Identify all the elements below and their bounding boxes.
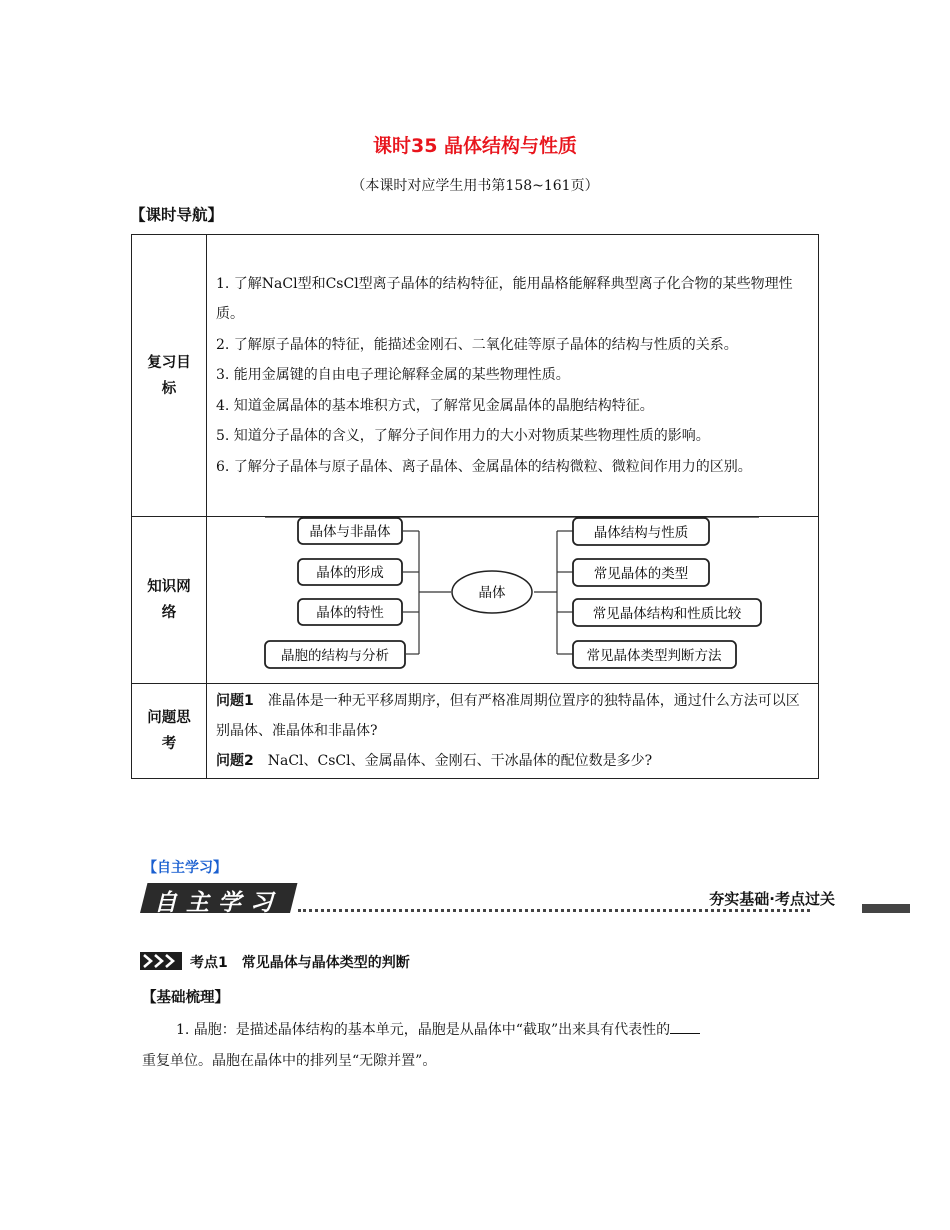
- map-row: [132, 517, 819, 684]
- self-study-tag: 【自主学习】: [143, 860, 227, 876]
- body-paragraph: [142, 1015, 822, 1077]
- knowledge-map-cell: [207, 517, 819, 684]
- basic-review-heading: 【基础梳理】: [142, 990, 229, 1006]
- kaodian-label: 考点1: [190, 955, 228, 971]
- banner-slogan: 夯实基础·考点过关: [709, 890, 835, 908]
- think-label: [132, 684, 207, 779]
- goal-item: 3. 能用金属键的自由电子理论解释金属的某些物理性质。: [216, 367, 570, 384]
- knowledge-map-diagram: [207, 517, 817, 683]
- fill-in-blank[interactable]: [670, 1019, 700, 1034]
- goal-item: 4. 知道金属晶体的基本堆积方式，了解常见金属晶体的晶胞结构特征。: [216, 397, 654, 414]
- question-text: 准晶体是一种无平移周期序，但有严格准周期位置序的独特晶体，通过什么方法可以区别晶体、准晶体和非晶体?: [216, 693, 800, 739]
- goal-item: 2. 了解原子晶体的特征，能描述金刚石、二氧化硅等原子晶体的结构与性质的关系。: [216, 336, 738, 353]
- map-left-node-text: 晶胞的结构与分析: [281, 648, 389, 664]
- map-left-node: [298, 518, 402, 544]
- map-right-node-text: 常见晶体的类型: [593, 566, 689, 582]
- map-left-node: [298, 559, 402, 585]
- banner-title: 自主学习: [154, 890, 282, 916]
- think-row: [132, 684, 819, 779]
- goals-label-text: 复习目标: [147, 354, 191, 397]
- goals-cell: [207, 235, 819, 517]
- banner-end-bar: [862, 904, 910, 913]
- goal-item: 6. 了解分子晶体与原子晶体、离子晶体、金属晶体的结构微粒、微粒间作用力的区别。: [216, 458, 752, 475]
- paragraph-line-text: 1. 晶胞：是描述晶体结构的基本单元，晶胞是从晶体中“截取”出来具有代表性的: [176, 1022, 671, 1038]
- map-right-node-text: 常见晶体结构和性质比较: [592, 606, 742, 622]
- question-item: [216, 686, 812, 746]
- question-text: NaCl、CsCl、金属晶体、金刚石、干冰晶体的配位数是多少?: [253, 753, 653, 769]
- goals-row: [132, 235, 819, 517]
- paragraph-line: 重复单位。晶胞在晶体中的排列呈“无隙并置”。: [142, 1053, 437, 1069]
- map-center-node: [452, 571, 532, 613]
- map-left-node: [298, 599, 402, 625]
- map-left-node-text: 晶体与非晶体: [309, 524, 391, 540]
- kaodian-text: 常见晶体与晶体类型的判断: [227, 955, 410, 971]
- goal-item: 1. 了解NaCl型和CsCl型离子晶体的结构特征，能用晶格能解释典型离子化合物的某些物理性质。: [216, 275, 793, 323]
- map-right-node: [573, 599, 761, 626]
- map-center-text: 晶体: [478, 585, 506, 601]
- question-label: 问题1: [216, 693, 254, 709]
- questions-cell: [207, 684, 819, 779]
- lesson-navigation-table: [131, 234, 819, 779]
- map-right-node-text: 晶体结构与性质: [593, 525, 689, 541]
- triple-chevron-icon: [140, 952, 182, 970]
- map-right-node: [573, 559, 709, 586]
- map-left-node: [265, 641, 405, 668]
- map-left-node-text: 晶体的特性: [316, 605, 384, 621]
- map-label: [132, 517, 207, 684]
- map-right-node-text: 常见晶体类型判断方法: [586, 648, 722, 664]
- self-study-banner: [140, 883, 910, 917]
- page-subtitle: （本课时对应学生用书第158~161页）: [351, 178, 599, 194]
- map-left-node-text: 晶体的形成: [316, 565, 384, 581]
- think-label-text: 问题思考: [147, 710, 191, 752]
- map-label-text: 知识网络: [147, 579, 191, 621]
- banner-dotted-line: [298, 909, 810, 912]
- page-title: 课时35 晶体结构与性质: [372, 135, 578, 157]
- question-item: [216, 746, 812, 776]
- map-right-node: [573, 641, 736, 668]
- kaodian-title: [190, 952, 410, 972]
- map-right-node: [573, 518, 709, 545]
- question-label: 问题2: [216, 753, 254, 769]
- paragraph-line: [142, 1015, 822, 1046]
- goal-item: 5. 知道分子晶体的含义，了解分子间作用力的大小对物质某些物理性质的影响。: [216, 428, 710, 445]
- nav-heading: 【课时导航】: [130, 206, 224, 224]
- goals-label: [132, 235, 207, 517]
